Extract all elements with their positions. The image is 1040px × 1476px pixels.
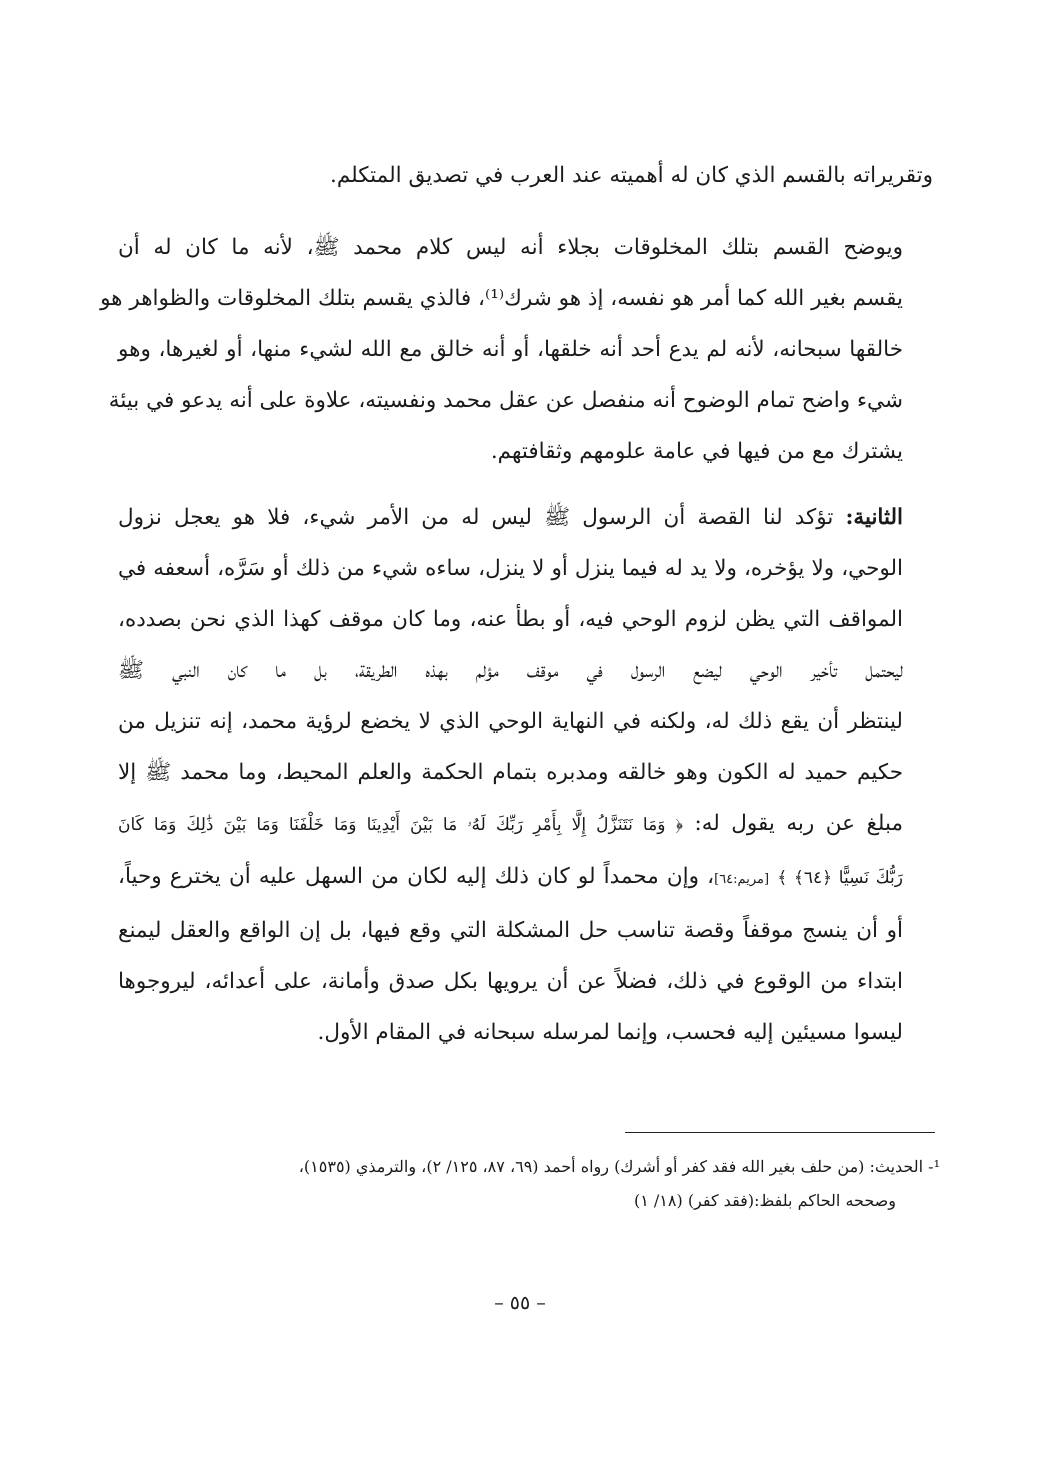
text-line: ابتداء من الوقوع في ذلك، فضلاً عن أن يرويها بكل صدق وأمانة، على أعدائه، ليروجوها	[118, 969, 903, 994]
text-line: خالقها سبحانه، لأنه لم يدع أحد أنه خلقها، أو أنه خالق مع الله لشيء منها، أو لغيرها، وهو	[118, 337, 903, 362]
footnote-divider	[625, 1132, 935, 1133]
text-line: ويوضح القسم بتلك المخلوقات بجلاء أنه ليس كلام محمد ﷺ، لأنه ما كان له أن	[118, 235, 903, 260]
text-line: يقسم بغير الله كما أمر هو نفسه، إذ هو شرك⁽¹⁾، فالذي يقسم بتلك المخلوقات والظواهر هو	[100, 286, 903, 311]
page-number: – ٥٥ –	[494, 1292, 546, 1314]
text-line: حكيم حميد له الكون وهو خالقه ومدبره بتمام الحكمة والعلم المحيط، وما محمد ﷺ إلا	[118, 760, 903, 785]
paragraph-lead-label: الثانية:	[845, 505, 903, 530]
footnote	[150, 1150, 940, 1218]
text-fragment: ، وإن محمداً لو كان ذلك إليه لكان من السهل عليه أن يخترع وحياً،	[118, 864, 715, 889]
text-line	[118, 492, 933, 543]
text-line: وتقريراته بالقسم الذي كان له أهميته عند العرب في تصديق المتكلم.	[330, 163, 933, 188]
text-line: شيء واضح تمام الوضوح أنه منفصل عن عقل محمد ونفسيته، علاوة على أنه يدعو في بيئة	[108, 388, 903, 413]
text-line: الوحي، ولا يؤخره، ولا يد له فيما ينزل أو لا ينزل، ساءه شيء من ذلك أو سَرَّه، أسعفه في	[118, 556, 903, 581]
quran-verse: ﴿ وَمَا نَتَنَزَّلُ إِلَّا بِأَمْرِ رَبِّكَ لَهُۥ مَا بَيْنَ أَيْدِينَا وَمَا خَلْفَنَا وَمَا بَيْنَ ذَٰلِكَ وَمَا كَانَ	[118, 815, 683, 835]
quran-verse-end: رَبُّكَ نَسِيًّا ﴿٦٤﴾ ﴾	[777, 868, 903, 888]
footnote-line: ¹- الحديث: (من حلف بغير الله فقد كفر أو أشرك) رواه أحمد (٦٩، ٨٧، ١٢٥/ ٢)، والترمذي (١٥٣٥)،	[298, 1157, 940, 1176]
text-line: لينتظر أن يقع ذلك له، ولكنه في النهاية الوحي الذي لا يخضع لرؤية محمد، إنه تنزيل من	[118, 709, 903, 734]
text-line: يشترك مع من فيها في عامة علومهم وثقافتهم.	[490, 439, 903, 464]
paragraph-1	[118, 150, 933, 201]
paragraph-3	[118, 492, 933, 1058]
text-line: ليسوا مسيئين إليه فحسب، وإنما لمرسله سبحانه في المقام الأول.	[317, 1020, 903, 1045]
text-fragment: مبلغ عن ربه يقول له:	[683, 811, 904, 836]
footnote-line: وصححه الحاكم بلفظ:(فقد كفر) (١٨/ ١)	[633, 1191, 896, 1210]
quran-reference: [مريم:٦٤]	[714, 872, 770, 887]
text-line: أو أن ينسج موقفاً وقصة تناسب حل المشكلة التي وقع فيها، بل إن الواقع والعقل ليمنع	[118, 918, 903, 943]
text-line	[118, 798, 933, 851]
paragraph-2	[100, 222, 933, 477]
text-fragment: تؤكد لنا القصة أن الرسول ﷺ ليس له من الأمر شيء، فلا هو يعجل نزول	[118, 505, 846, 530]
text-line: المواقف التي يظن لزوم الوحي فيه، أو بطأ عنه، وما كان موقف كهذا الذي نحن بصدده،	[118, 607, 903, 632]
text-line: ليحتمل تأخير الوحي ليضع الرسول في موقف مؤلم بهذه الطريقة، بل ما كان النبي ﷺ	[118, 658, 903, 683]
text-line	[118, 851, 933, 905]
